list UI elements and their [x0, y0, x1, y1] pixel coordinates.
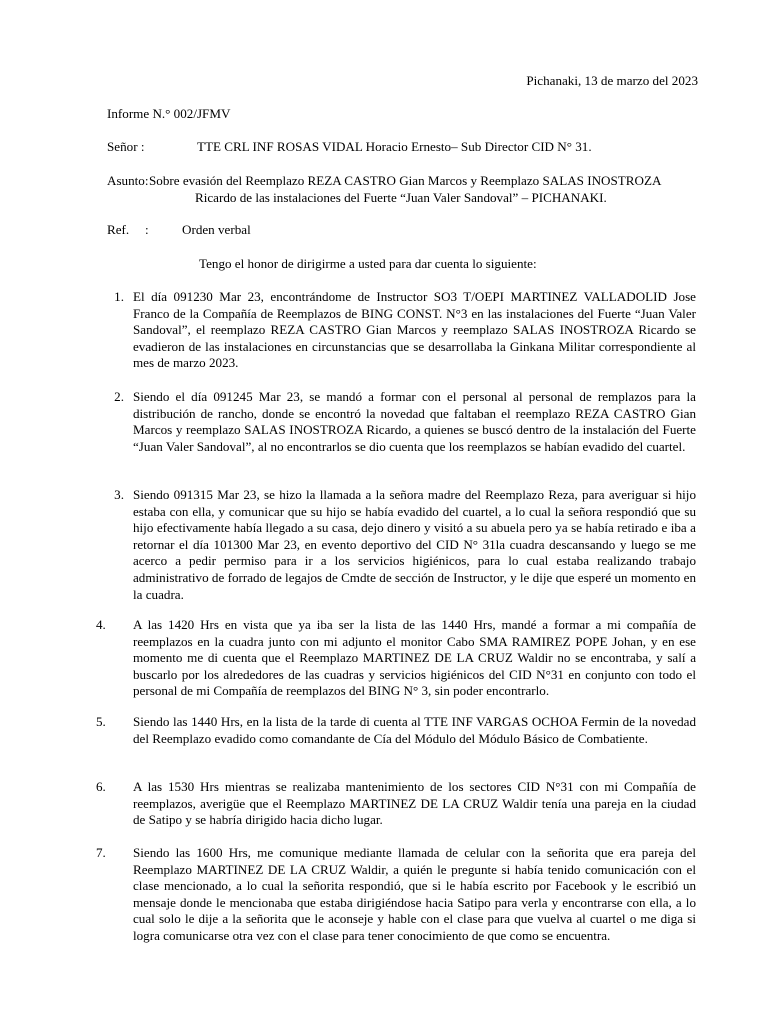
- list-item: [96, 389, 696, 455]
- list-item: [96, 779, 696, 829]
- list-item-text: Siendo las 1440 Hrs, en la lista de la tarde di cuenta al TTE INF VARGAS OCHOA Fermin de la novedad del Reemplazo evadido como comandante de Cía del Módulo del Módulo Básico de Combatiente.: [133, 714, 696, 746]
- intro-paragraph: Tengo el honor de dirigirme a usted para dar cuenta lo siguiente:: [199, 256, 537, 271]
- list-item-number: 1.: [114, 289, 124, 304]
- list-item-number: 6.: [96, 779, 106, 794]
- list-item-number: 7.: [96, 845, 106, 860]
- recipient-value: TTE CRL INF ROSAS VIDAL Horacio Ernesto– Sub Director CID N° 31.: [197, 139, 592, 154]
- list-item: [96, 617, 696, 700]
- reference-line: [107, 222, 251, 239]
- reference-value: Orden verbal: [182, 222, 251, 237]
- list-item: [96, 845, 696, 945]
- subject-block: [107, 173, 699, 206]
- subject-line-1: Sobre evasión del Reemplazo REZA CASTRO Gian Marcos y Reemplazo SALAS INOSTROZA: [149, 173, 662, 188]
- list-item-number: 2.: [114, 389, 124, 404]
- list-item-text: Siendo las 1600 Hrs, me comunique mediante llamada de celular con la señorita que era pareja del Reemplazo MARTINEZ DE LA CRUZ Waldir, a quién le pregunte si había tenido comunicación con el clase mencionado, a lo cual la señorita respondió, que si le había escrito por Facebook y le escribió un mensaje donde le mencionaba que estaba dirigiéndose hacia Satipo para verla y encontrarse con ella, a lo cual solo le dije a la señorita que le aconseje y hable con el clase para que vuelva al cuartel o me diga si logra comunicarse otra vez con el clase para tener conocimiento de que como se encuentra.: [133, 845, 696, 943]
- subject-line-2: Ricardo de las instalaciones del Fuerte “Juan Valer Sandoval” – PICHANAKI.: [195, 189, 607, 205]
- reference-colon: :: [145, 222, 149, 237]
- document-date: Pichanaki, 13 de marzo del 2023: [526, 73, 698, 88]
- recipient-line: [107, 139, 592, 156]
- list-item-number: 4.: [96, 617, 106, 632]
- reference-label: Ref.: [107, 222, 130, 237]
- subject-label: Asunto:: [107, 173, 149, 188]
- list-item: [96, 289, 696, 372]
- list-item-number: 5.: [96, 714, 106, 729]
- list-item-text: El día 091230 Mar 23, encontrándome de Instructor SO3 T/OEPI MARTINEZ VALLADOLID Jose Franco de la Compañía de Reemplazos de BING CONST. N°3 en las instalaciones del Fuerte “Juan Valer Sandoval”, el reemplazo REZA CASTRO Gian Marcos y reemplazo SALAS INOSTROZA Ricardo se evadieron de las instalaciones en circunstancias que se desarrollaba la Ginkana Militar correspondiente al mes de marzo 2023.: [133, 289, 696, 371]
- list-item-text: A las 1530 Hrs mientras se realizaba mantenimiento de los sectores CID N°31 con mi Compañía de reemplazos, averigüe que el Reemplazo MARTINEZ DE LA CRUZ Waldir tenía una pareja en la ciudad de Satipo y se habría dirigido hacia dicho lugar.: [133, 779, 696, 828]
- list-item-number: 3.: [114, 487, 124, 502]
- list-item-text: Siendo el día 091245 Mar 23, se mandó a formar con el personal al personal de remplazos para la distribución de rancho, donde se encontró la novedad que faltaban el reemplazo REZA CASTRO Gian Marcos y reemplazo SALAS INOSTROZA Ricardo, a quienes se buscó dentro de la instalación del Fuerte “Juan Valer Sandoval”, al no encontrarlos se dio cuenta que los reemplazos se habían evadido del cuartel.: [133, 389, 696, 454]
- recipient-label: Señor :: [107, 139, 145, 154]
- list-item-text: A las 1420 Hrs en vista que ya iba ser la lista de las 1440 Hrs, mandé a formar a mi compañía de reemplazos en la cuadra junto con mi adjunto el monitor Cabo SMA RAMIREZ POPE Johan, y en ese momento me di cuenta que el Reemplazo MARTINEZ DE LA CRUZ Waldir no se encontraba, y salí a buscarlo por los alrededores de las cuadras y servicios higiénicos del CID N°31 en conjunto con todo el personal de mi Compañía de reemplazos del BING N° 3, sin poder encontrarlo.: [133, 617, 696, 699]
- report-number: Informe N.° 002/JFMV: [107, 106, 231, 121]
- list-item: [96, 487, 696, 603]
- list-item: [96, 714, 696, 747]
- list-item-text: Siendo 091315 Mar 23, se hizo la llamada a la señora madre del Reemplazo Reza, para averiguar si hijo estaba con ella, y comunicar que su hijo se había evadido del cuartel, a lo cual la señora respondió que su hijo efectivamente había llegado a su casa, dejo dinero y visitó a su abuela pero ya se había retirado e iba a retornar el día 101300 Mar 23, en evento deportivo del CID N° 31la cuadra descansando y luego se me acerco a pedir permiso para ir a los servicios higiénicos, para lo cual estaba realizando trabajo administrativo de forrado de legajos de Cmdte de sección de Instructor, y le dije que esperé un momento en la cuadra.: [133, 487, 696, 602]
